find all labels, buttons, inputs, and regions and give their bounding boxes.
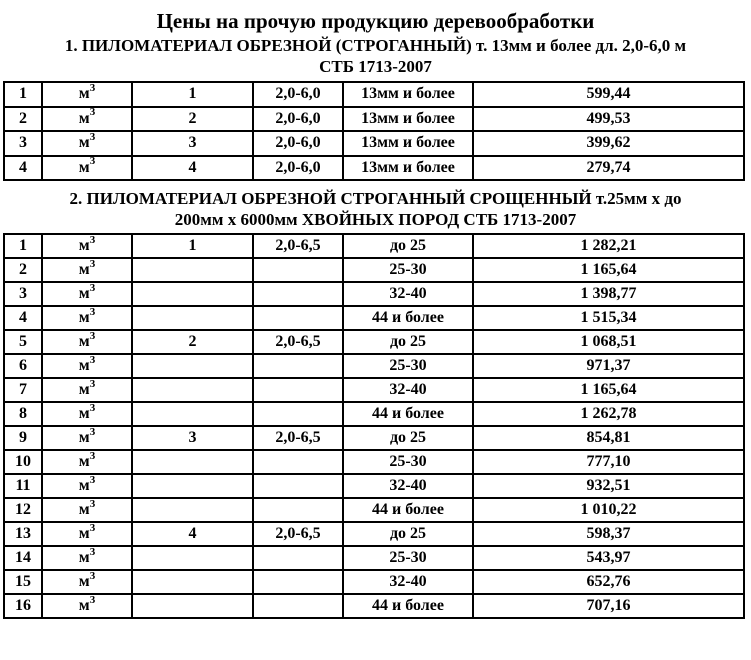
cell-unit <box>42 570 132 594</box>
cell-sort: 2 <box>132 107 253 132</box>
unit-base: м <box>78 85 90 103</box>
price-table-1-body <box>4 82 744 180</box>
cell-thickness: 32-40 <box>343 282 473 306</box>
unit-superscript: 3 <box>89 330 96 342</box>
cell-sort <box>132 402 253 426</box>
table-row <box>4 546 744 570</box>
cell-price: 652,76 <box>473 570 744 594</box>
cell-length <box>253 258 343 282</box>
table-row <box>4 522 744 546</box>
table-row <box>4 354 744 378</box>
cell-unit <box>42 498 132 522</box>
cell-row-number: 2 <box>4 107 42 132</box>
unit-base: м <box>78 158 90 176</box>
cell-row-number: 1 <box>4 82 42 107</box>
price-table-2-body <box>4 234 744 618</box>
cell-price: 543,97 <box>473 546 744 570</box>
cell-row-number: 4 <box>4 156 42 181</box>
section1-heading-line2: СТБ 1713-2007 <box>319 57 432 76</box>
cell-row-number: 9 <box>4 426 42 450</box>
cell-length: 2,0-6,5 <box>253 522 343 546</box>
cell-unit <box>42 594 132 618</box>
section1-heading-line1: 1. ПИЛОМАТЕРИАЛ ОБРЕЗНОЙ (СТРОГАННЫЙ) т. 13мм и более дл. 2,0-6,0 м <box>64 36 687 55</box>
cell-row-number: 3 <box>4 282 42 306</box>
table-row <box>4 570 744 594</box>
cell-unit <box>42 426 132 450</box>
unit-superscript: 3 <box>89 570 96 582</box>
unit-base: м <box>78 285 90 302</box>
price-table-1 <box>3 81 745 181</box>
unit-base: м <box>78 477 90 494</box>
cell-price: 1 010,22 <box>473 498 744 522</box>
cell-unit <box>42 131 132 156</box>
cell-row-number: 7 <box>4 378 42 402</box>
cell-sort <box>132 594 253 618</box>
cell-thickness: 44 и более <box>343 402 473 426</box>
cell-thickness: 32-40 <box>343 474 473 498</box>
cell-row-number: 4 <box>4 306 42 330</box>
cell-thickness: до 25 <box>343 234 473 258</box>
cell-unit <box>42 234 132 258</box>
cell-sort: 1 <box>132 234 253 258</box>
cell-unit <box>42 156 132 181</box>
unit-superscript: 3 <box>89 546 96 558</box>
table-row <box>4 156 744 181</box>
cell-length: 2,0-6,5 <box>253 330 343 354</box>
unit-superscript: 3 <box>89 426 96 438</box>
cell-price: 971,37 <box>473 354 744 378</box>
cell-unit <box>42 402 132 426</box>
cell-thickness: до 25 <box>343 330 473 354</box>
table-row <box>4 82 744 107</box>
unit-superscript: 3 <box>89 378 96 390</box>
cell-length <box>253 402 343 426</box>
cell-price: 1 165,64 <box>473 258 744 282</box>
cell-row-number: 13 <box>4 522 42 546</box>
cell-length <box>253 282 343 306</box>
unit-superscript: 3 <box>89 306 96 318</box>
table-row <box>4 402 744 426</box>
cell-unit <box>42 306 132 330</box>
cell-price: 279,74 <box>473 156 744 181</box>
cell-sort: 1 <box>132 82 253 107</box>
cell-thickness: 25-30 <box>343 546 473 570</box>
cell-price: 777,10 <box>473 450 744 474</box>
table-row <box>4 234 744 258</box>
unit-base: м <box>78 109 90 127</box>
cell-sort <box>132 258 253 282</box>
unit-superscript: 3 <box>89 474 96 486</box>
cell-unit <box>42 378 132 402</box>
cell-price: 932,51 <box>473 474 744 498</box>
unit-base: м <box>78 405 90 422</box>
cell-sort: 3 <box>132 131 253 156</box>
cell-length: 2,0-6,0 <box>253 107 343 132</box>
table-row <box>4 107 744 132</box>
unit-base: м <box>78 597 90 614</box>
unit-base: м <box>78 453 90 470</box>
table-row <box>4 378 744 402</box>
cell-sort <box>132 474 253 498</box>
cell-sort <box>132 378 253 402</box>
section1-heading <box>0 35 751 77</box>
cell-row-number: 12 <box>4 498 42 522</box>
cell-price: 599,44 <box>473 82 744 107</box>
unit-superscript: 3 <box>89 155 96 168</box>
cell-length <box>253 594 343 618</box>
cell-row-number: 8 <box>4 402 42 426</box>
cell-sort <box>132 282 253 306</box>
cell-unit <box>42 354 132 378</box>
unit-superscript: 3 <box>89 354 96 366</box>
unit-superscript: 3 <box>89 402 96 414</box>
cell-sort: 4 <box>132 522 253 546</box>
cell-unit <box>42 82 132 107</box>
cell-row-number: 16 <box>4 594 42 618</box>
section2-heading-line1: 2. ПИЛОМАТЕРИАЛ ОБРЕЗНОЙ СТРОГАННЫЙ СРОЩЕННЫЙ т.25мм х до <box>69 189 682 208</box>
cell-length <box>253 474 343 498</box>
cell-length: 2,0-6,5 <box>253 234 343 258</box>
cell-unit <box>42 546 132 570</box>
cell-thickness: 44 и более <box>343 306 473 330</box>
unit-superscript: 3 <box>89 131 96 143</box>
cell-sort: 4 <box>132 156 253 181</box>
unit-base: м <box>78 429 90 446</box>
cell-length <box>253 498 343 522</box>
cell-thickness: 13мм и более <box>343 107 473 132</box>
unit-base: м <box>78 573 90 590</box>
cell-thickness: 32-40 <box>343 570 473 594</box>
cell-row-number: 15 <box>4 570 42 594</box>
cell-thickness: 25-30 <box>343 450 473 474</box>
table-row <box>4 131 744 156</box>
unit-superscript: 3 <box>89 282 96 294</box>
cell-sort <box>132 570 253 594</box>
cell-thickness: 32-40 <box>343 378 473 402</box>
unit-base: м <box>78 134 90 152</box>
cell-price: 854,81 <box>473 426 744 450</box>
cell-row-number: 2 <box>4 258 42 282</box>
unit-base: м <box>78 501 90 518</box>
cell-price: 1 068,51 <box>473 330 744 354</box>
cell-sort <box>132 498 253 522</box>
unit-superscript: 3 <box>89 258 96 270</box>
cell-thickness: 13мм и более <box>343 131 473 156</box>
unit-base: м <box>78 333 90 350</box>
unit-superscript: 3 <box>89 450 96 462</box>
cell-length <box>253 378 343 402</box>
cell-unit <box>42 474 132 498</box>
cell-price: 399,62 <box>473 131 744 156</box>
cell-unit <box>42 450 132 474</box>
cell-price: 499,53 <box>473 107 744 132</box>
cell-sort <box>132 450 253 474</box>
unit-superscript: 3 <box>89 82 96 94</box>
cell-sort: 3 <box>132 426 253 450</box>
cell-price: 707,16 <box>473 594 744 618</box>
price-table-2 <box>3 233 745 619</box>
cell-thickness: 25-30 <box>343 258 473 282</box>
unit-base: м <box>78 381 90 398</box>
cell-row-number: 11 <box>4 474 42 498</box>
cell-row-number: 6 <box>4 354 42 378</box>
cell-sort: 2 <box>132 330 253 354</box>
cell-length <box>253 354 343 378</box>
unit-superscript: 3 <box>89 498 96 510</box>
table-row <box>4 498 744 522</box>
cell-unit <box>42 258 132 282</box>
cell-length: 2,0-6,5 <box>253 426 343 450</box>
section2-heading <box>0 188 751 230</box>
cell-price: 598,37 <box>473 522 744 546</box>
unit-superscript: 3 <box>89 522 96 534</box>
unit-superscript: 3 <box>89 234 96 246</box>
cell-thickness: 13мм и более <box>343 82 473 107</box>
cell-length: 2,0-6,0 <box>253 131 343 156</box>
unit-base: м <box>78 549 90 566</box>
unit-base: м <box>78 357 90 374</box>
cell-sort <box>132 354 253 378</box>
unit-base: м <box>78 525 90 542</box>
table-row <box>4 330 744 354</box>
cell-length: 2,0-6,0 <box>253 82 343 107</box>
table-row <box>4 426 744 450</box>
cell-thickness: 44 и более <box>343 594 473 618</box>
cell-row-number: 3 <box>4 131 42 156</box>
cell-price: 1 515,34 <box>473 306 744 330</box>
cell-row-number: 10 <box>4 450 42 474</box>
cell-price: 1 398,77 <box>473 282 744 306</box>
cell-thickness: 25-30 <box>343 354 473 378</box>
cell-thickness: до 25 <box>343 426 473 450</box>
cell-unit <box>42 522 132 546</box>
cell-unit <box>42 107 132 132</box>
unit-base: м <box>78 261 90 278</box>
cell-length <box>253 546 343 570</box>
cell-row-number: 5 <box>4 330 42 354</box>
table-row <box>4 450 744 474</box>
table-row <box>4 258 744 282</box>
table-row <box>4 474 744 498</box>
cell-thickness: 44 и более <box>343 498 473 522</box>
cell-unit <box>42 330 132 354</box>
table-row <box>4 306 744 330</box>
unit-base: м <box>78 309 90 326</box>
cell-length <box>253 570 343 594</box>
table-row <box>4 594 744 618</box>
cell-sort <box>132 546 253 570</box>
table-row <box>4 282 744 306</box>
unit-superscript: 3 <box>89 594 96 606</box>
unit-base: м <box>78 237 90 254</box>
cell-price: 1 165,64 <box>473 378 744 402</box>
cell-length <box>253 306 343 330</box>
cell-row-number: 14 <box>4 546 42 570</box>
cell-price: 1 262,78 <box>473 402 744 426</box>
cell-price: 1 282,21 <box>473 234 744 258</box>
cell-row-number: 1 <box>4 234 42 258</box>
cell-length: 2,0-6,0 <box>253 156 343 181</box>
section2-heading-line2: 200мм х 6000мм ХВОЙНЫХ ПОРОД СТБ 1713-2007 <box>174 210 577 229</box>
cell-length <box>253 450 343 474</box>
cell-sort <box>132 306 253 330</box>
cell-thickness: 13мм и более <box>343 156 473 181</box>
page-title: Цены на прочую продукцию деревообработки <box>156 9 595 33</box>
cell-thickness: до 25 <box>343 522 473 546</box>
unit-superscript: 3 <box>89 106 96 119</box>
cell-unit <box>42 282 132 306</box>
